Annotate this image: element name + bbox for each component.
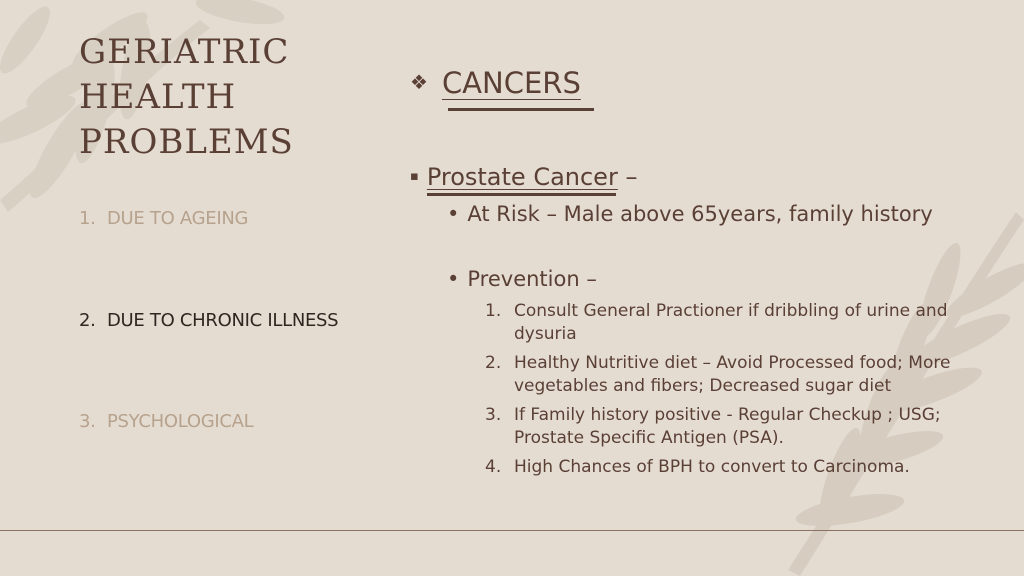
footer-divider: [0, 530, 1024, 531]
list-item-text: Consult General Practioner if dribbling of urine and dysuria: [514, 301, 948, 344]
list-item-number: 2.: [485, 353, 502, 373]
section-heading: [410, 66, 581, 100]
list-item-text: Prevention –: [467, 267, 597, 291]
nav-item-number: 2.: [79, 310, 96, 331]
list-item-at-risk: [447, 202, 933, 226]
nav-item-label: PSYCHOLOGICAL: [107, 411, 254, 432]
diamond-bullet-icon: ❖: [410, 70, 428, 94]
list-item-number: 4.: [485, 457, 502, 477]
square-bullet-icon: ▪: [410, 169, 419, 184]
nav-item-label: DUE TO AGEING: [107, 208, 249, 229]
nav-item-psychological[interactable]: [79, 411, 253, 432]
bullet-icon: •: [447, 267, 460, 291]
section-heading-text: CANCERS: [441, 66, 581, 100]
list-item: [485, 300, 965, 346]
list-item: [485, 352, 965, 398]
subsection-heading: [410, 163, 637, 191]
nav-item-number: 1.: [79, 208, 96, 229]
subsection-title: Prostate Cancer: [426, 163, 618, 191]
prevention-list: [485, 300, 965, 485]
subsection-underline: [427, 193, 616, 196]
nav-item-number: 3.: [79, 411, 96, 432]
list-item-text: If Family history positive - Regular Checkup ; USG; Prostate Specific Antigen (PSA).: [514, 405, 941, 448]
list-item-text: Healthy Nutritive diet – Avoid Processed food; More vegetables and fibers; Decreased sugar diet: [514, 353, 951, 396]
list-item-number: 3.: [485, 405, 502, 425]
list-item-text: At Risk – Male above 65years, family history: [467, 202, 933, 226]
list-item-text: High Chances of BPH to convert to Carcinoma.: [514, 457, 910, 477]
nav-item-due-to-ageing[interactable]: [79, 208, 248, 229]
list-item: [485, 404, 965, 450]
subsection-dash: –: [617, 163, 638, 191]
list-item: [485, 456, 965, 479]
nav-item-due-to-chronic-illness[interactable]: [79, 310, 338, 331]
bullet-icon: •: [447, 202, 460, 226]
list-item-prevention: [447, 267, 597, 291]
slide-title: GERIATRIC HEALTH PROBLEMS: [79, 32, 294, 162]
heading-underline: [448, 108, 594, 111]
list-item-number: 1.: [485, 301, 502, 321]
nav-item-label: DUE TO CHRONIC ILLNESS: [107, 310, 339, 331]
